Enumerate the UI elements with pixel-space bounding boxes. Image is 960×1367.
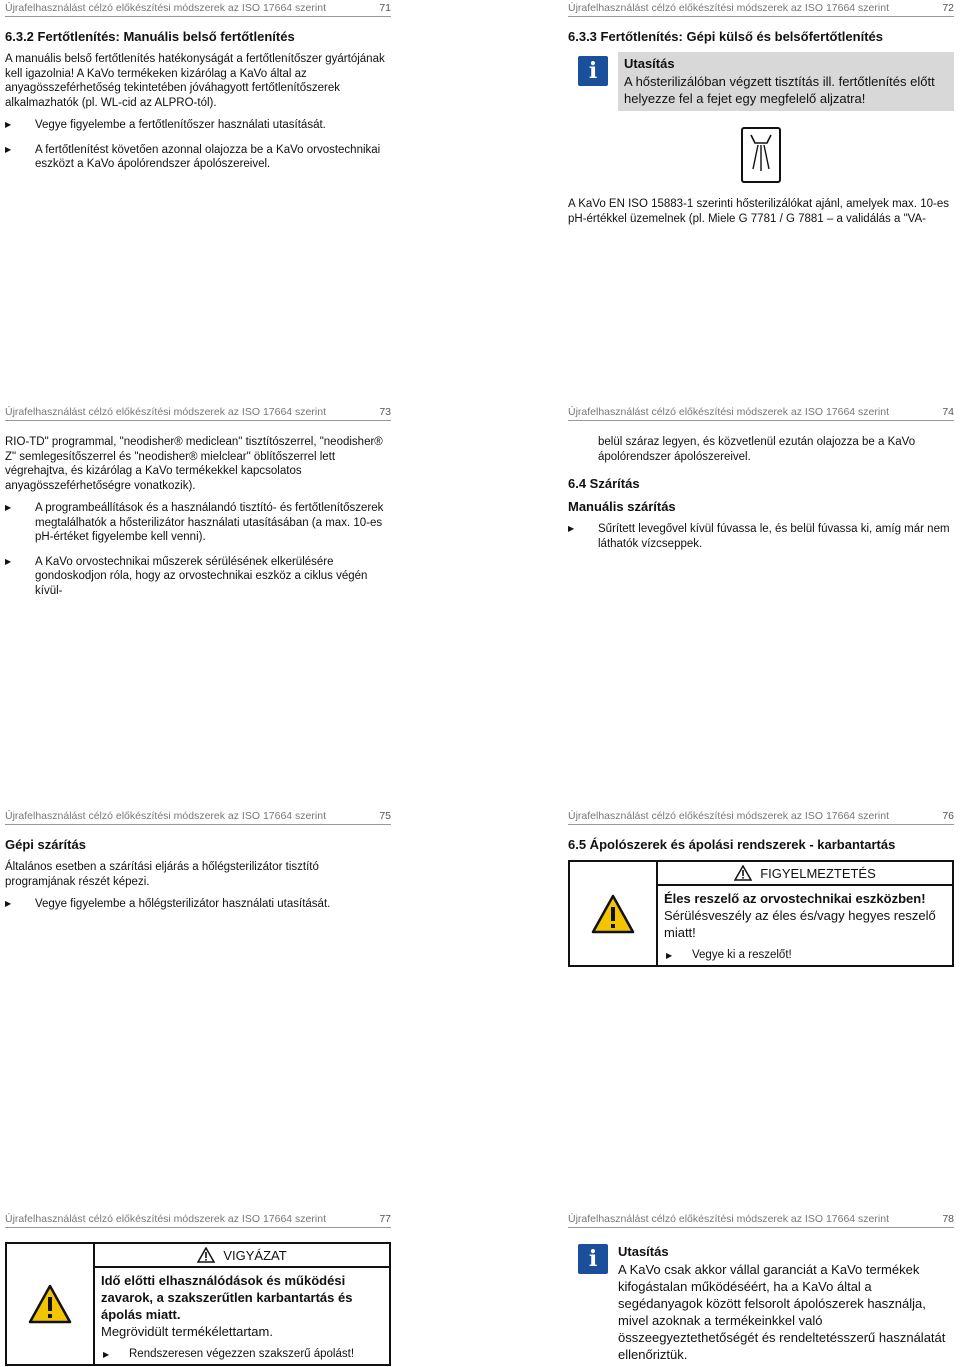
list-item: ▶ Sűrített levegővel kívül fúvassa le, és belül fúvassa ki, amíg már nem láthatók vízcseppek. — [568, 522, 954, 551]
page-header — [568, 404, 954, 421]
list-item: ▶ Vegye figyelembe a fertőtlenítőszer használati utasítását. — [5, 118, 391, 133]
caution-box — [5, 1242, 391, 1366]
page-header — [5, 808, 391, 825]
note-box — [568, 52, 954, 111]
note-title: Utasítás — [624, 56, 675, 71]
warning-icon — [197, 1247, 215, 1263]
section-heading: 6.5 Ápolószerek és ápolási rendszerek - karbantartás — [568, 837, 896, 852]
list-item: ▶ Vegye figyelembe a hőlégsterilizátor használati utasítását. — [5, 897, 391, 912]
caution-bullet: ▶ Rendszeresen végezzen szakszerű ápolást! — [103, 1348, 355, 1360]
page-77 — [5, 1211, 391, 1366]
warning-text: Sérülésveszély az éles és/vagy hegyes reszelő miatt! — [664, 908, 936, 940]
page-number: 72 — [942, 2, 954, 14]
header-text: Újrafelhasználást célzó előkészítési módszerek az ISO 17664 szerint — [568, 2, 889, 14]
caution-header — [95, 1244, 389, 1268]
info-icon: i — [578, 56, 608, 86]
caution-label: VIGYÁZAT — [223, 1247, 287, 1263]
warning-bullet-text: Vegye ki a reszelőt! — [692, 949, 792, 961]
body-paragraph: Általános esetben a szárítási eljárás a hőlégsterilizátor tisztító programjának részét képezi. — [5, 861, 319, 888]
section-heading: 6.4 Szárítás — [568, 476, 640, 491]
subsection-heading: Manuális szárítás — [568, 499, 676, 514]
body-paragraph: A KaVo EN ISO 15883-1 szerinti hősterilizálókat ajánl, amelyek max. 10-es pH-értékkel üzemelnek (pl. Miele G 7781 / G 7881 – a validálás a "VA- — [568, 198, 949, 225]
body-paragraph: RIO-TD" programmal, "neodisher® mediclean" tisztítószerrel, "neodisher® Z" semlegesítőszerrel és "neodisher® mielclear" öblítőszerrel lett végrehajtva, és kizárólag a KaVo termékekkel kapcsolatos anyagösszeférhetőségre vonatkozik). — [5, 436, 383, 492]
list-item-continuation — [568, 435, 954, 464]
list-item: ▶ A fertőtlenítést követően azonnal olajozza be a KaVo orvostechnikai eszközt a KaVo ápolórendszer ápolószereivel. — [5, 143, 391, 172]
info-icon: i — [578, 1244, 608, 1274]
header-text: Újrafelhasználást célzó előkészítési módszerek az ISO 17664 szerint — [568, 810, 889, 822]
page-header — [5, 404, 391, 421]
page-header — [568, 1211, 954, 1228]
section-heading: 6.3.3 Fertőtlenítés: Gépi külső és belsőfertőtlenítés — [568, 29, 883, 44]
page-number: 77 — [379, 1213, 391, 1225]
header-text: Újrafelhasználást célzó előkészítési módszerek az ISO 17664 szerint — [5, 810, 326, 822]
bullet-continuation — [568, 435, 954, 464]
note-title: Utasítás — [618, 1244, 669, 1259]
warning-icon — [28, 1284, 72, 1324]
warning-title: Éles reszelő az orvostechnikai eszközben! — [664, 891, 926, 906]
page-number: 74 — [942, 406, 954, 418]
caution-bullet-text: Rendszeresen végezzen szakszerű ápolást! — [129, 1348, 355, 1360]
bullet-list — [568, 522, 954, 551]
warning-box — [568, 860, 954, 967]
page-73 — [5, 404, 391, 608]
section-heading: 6.3.2 Fertőtlenítés: Manuális belső fertőtlenítés — [5, 29, 295, 44]
header-text: Újrafelhasználást célzó előkészítési módszerek az ISO 17664 szerint — [5, 1213, 326, 1225]
page-header — [5, 1211, 391, 1228]
note-text: A KaVo csak akkor vállal garanciát a KaVo termékek kifogástalan működéséért, ha a KaVo által a segédanyagok között felsorolt ápolószerek használja, mivel azoknak a termékeinkkel való összeegyeztethetőségét és rendeltetésszerű használatát ellenőriztük. — [618, 1262, 946, 1362]
page-75 — [5, 808, 391, 922]
list-item: ▶ A programbeállítások és a használandó tisztító- és fertőtlenítőszerek megtalálhatók a hősterilizátor használati utasításában (a max. 10-es pH-értéket figyelembe kell venni). — [5, 501, 391, 545]
section-heading: Gépi szárítás — [5, 837, 86, 852]
header-text: Újrafelhasználást célzó előkészítési módszerek az ISO 17664 szerint — [5, 2, 326, 14]
thermo-disinfector-pictogram — [741, 127, 781, 183]
caution-title: Idő előtti elhasználódások és működési zavarok, a szakszerűtlen karbantartás és ápolás miatt. — [101, 1273, 353, 1322]
body-paragraph: A manuális belső fertőtlenítés hatékonyságát a fertőtlenítőszer gyártójának kell igazolnia! A KaVo termékeken kizárólag a KaVo által az anyagösszeférhetőség tekintetében jóváhagyott fertőtlenítőszerek alkalmazhatók (pl. WL-cid az ALPRO-tól). — [5, 53, 385, 109]
page-76 — [568, 808, 954, 967]
warning-header — [658, 862, 952, 886]
bullet-list — [5, 118, 391, 172]
continuation-text: belül száraz legyen, és közvetlenül ezután olajozza be a KaVo ápolórendszer ápolószereivel. — [598, 436, 916, 463]
note-box — [568, 1240, 954, 1367]
header-text: Újrafelhasználást célzó előkészítési módszerek az ISO 17664 szerint — [5, 406, 326, 418]
caution-text: Megrövidült termékélettartam. — [101, 1324, 273, 1339]
note-content — [618, 1240, 954, 1367]
bullet-list — [5, 897, 391, 912]
page-header — [568, 0, 954, 17]
page-72 — [568, 0, 954, 234]
warning-bullet: ▶ Vegye ki a reszelőt! — [666, 949, 792, 961]
warning-icon — [591, 894, 635, 934]
warning-icon — [734, 865, 752, 881]
bullet-list — [5, 501, 391, 598]
header-text: Újrafelhasználást célzó előkészítési módszerek az ISO 17664 szerint — [568, 1213, 889, 1225]
list-item: ▶ A KaVo orvostechnikai műszerek sérülésének elkerülésére gondoskodjon róla, hogy az orvostechnikai eszköz a ciklus végén kívül- — [5, 555, 391, 599]
page-header — [5, 0, 391, 17]
page-78 — [568, 1211, 954, 1367]
page-number: 76 — [942, 810, 954, 822]
page-header — [568, 808, 954, 825]
header-text: Újrafelhasználást célzó előkészítési módszerek az ISO 17664 szerint — [568, 406, 889, 418]
page-number: 73 — [379, 406, 391, 418]
page-number: 78 — [942, 1213, 954, 1225]
note-text: A hősterilizálóban végzett tisztítás ill. fertőtlenítés előtt helyezze fel a fejet egy megfelelő aljzatra! — [624, 74, 935, 106]
page-71 — [5, 0, 391, 182]
page-74 — [568, 404, 954, 561]
warning-label: FIGYELMEZTETÉS — [760, 865, 876, 881]
page-number: 75 — [379, 810, 391, 822]
page-number: 71 — [379, 2, 391, 14]
note-content — [618, 52, 954, 111]
